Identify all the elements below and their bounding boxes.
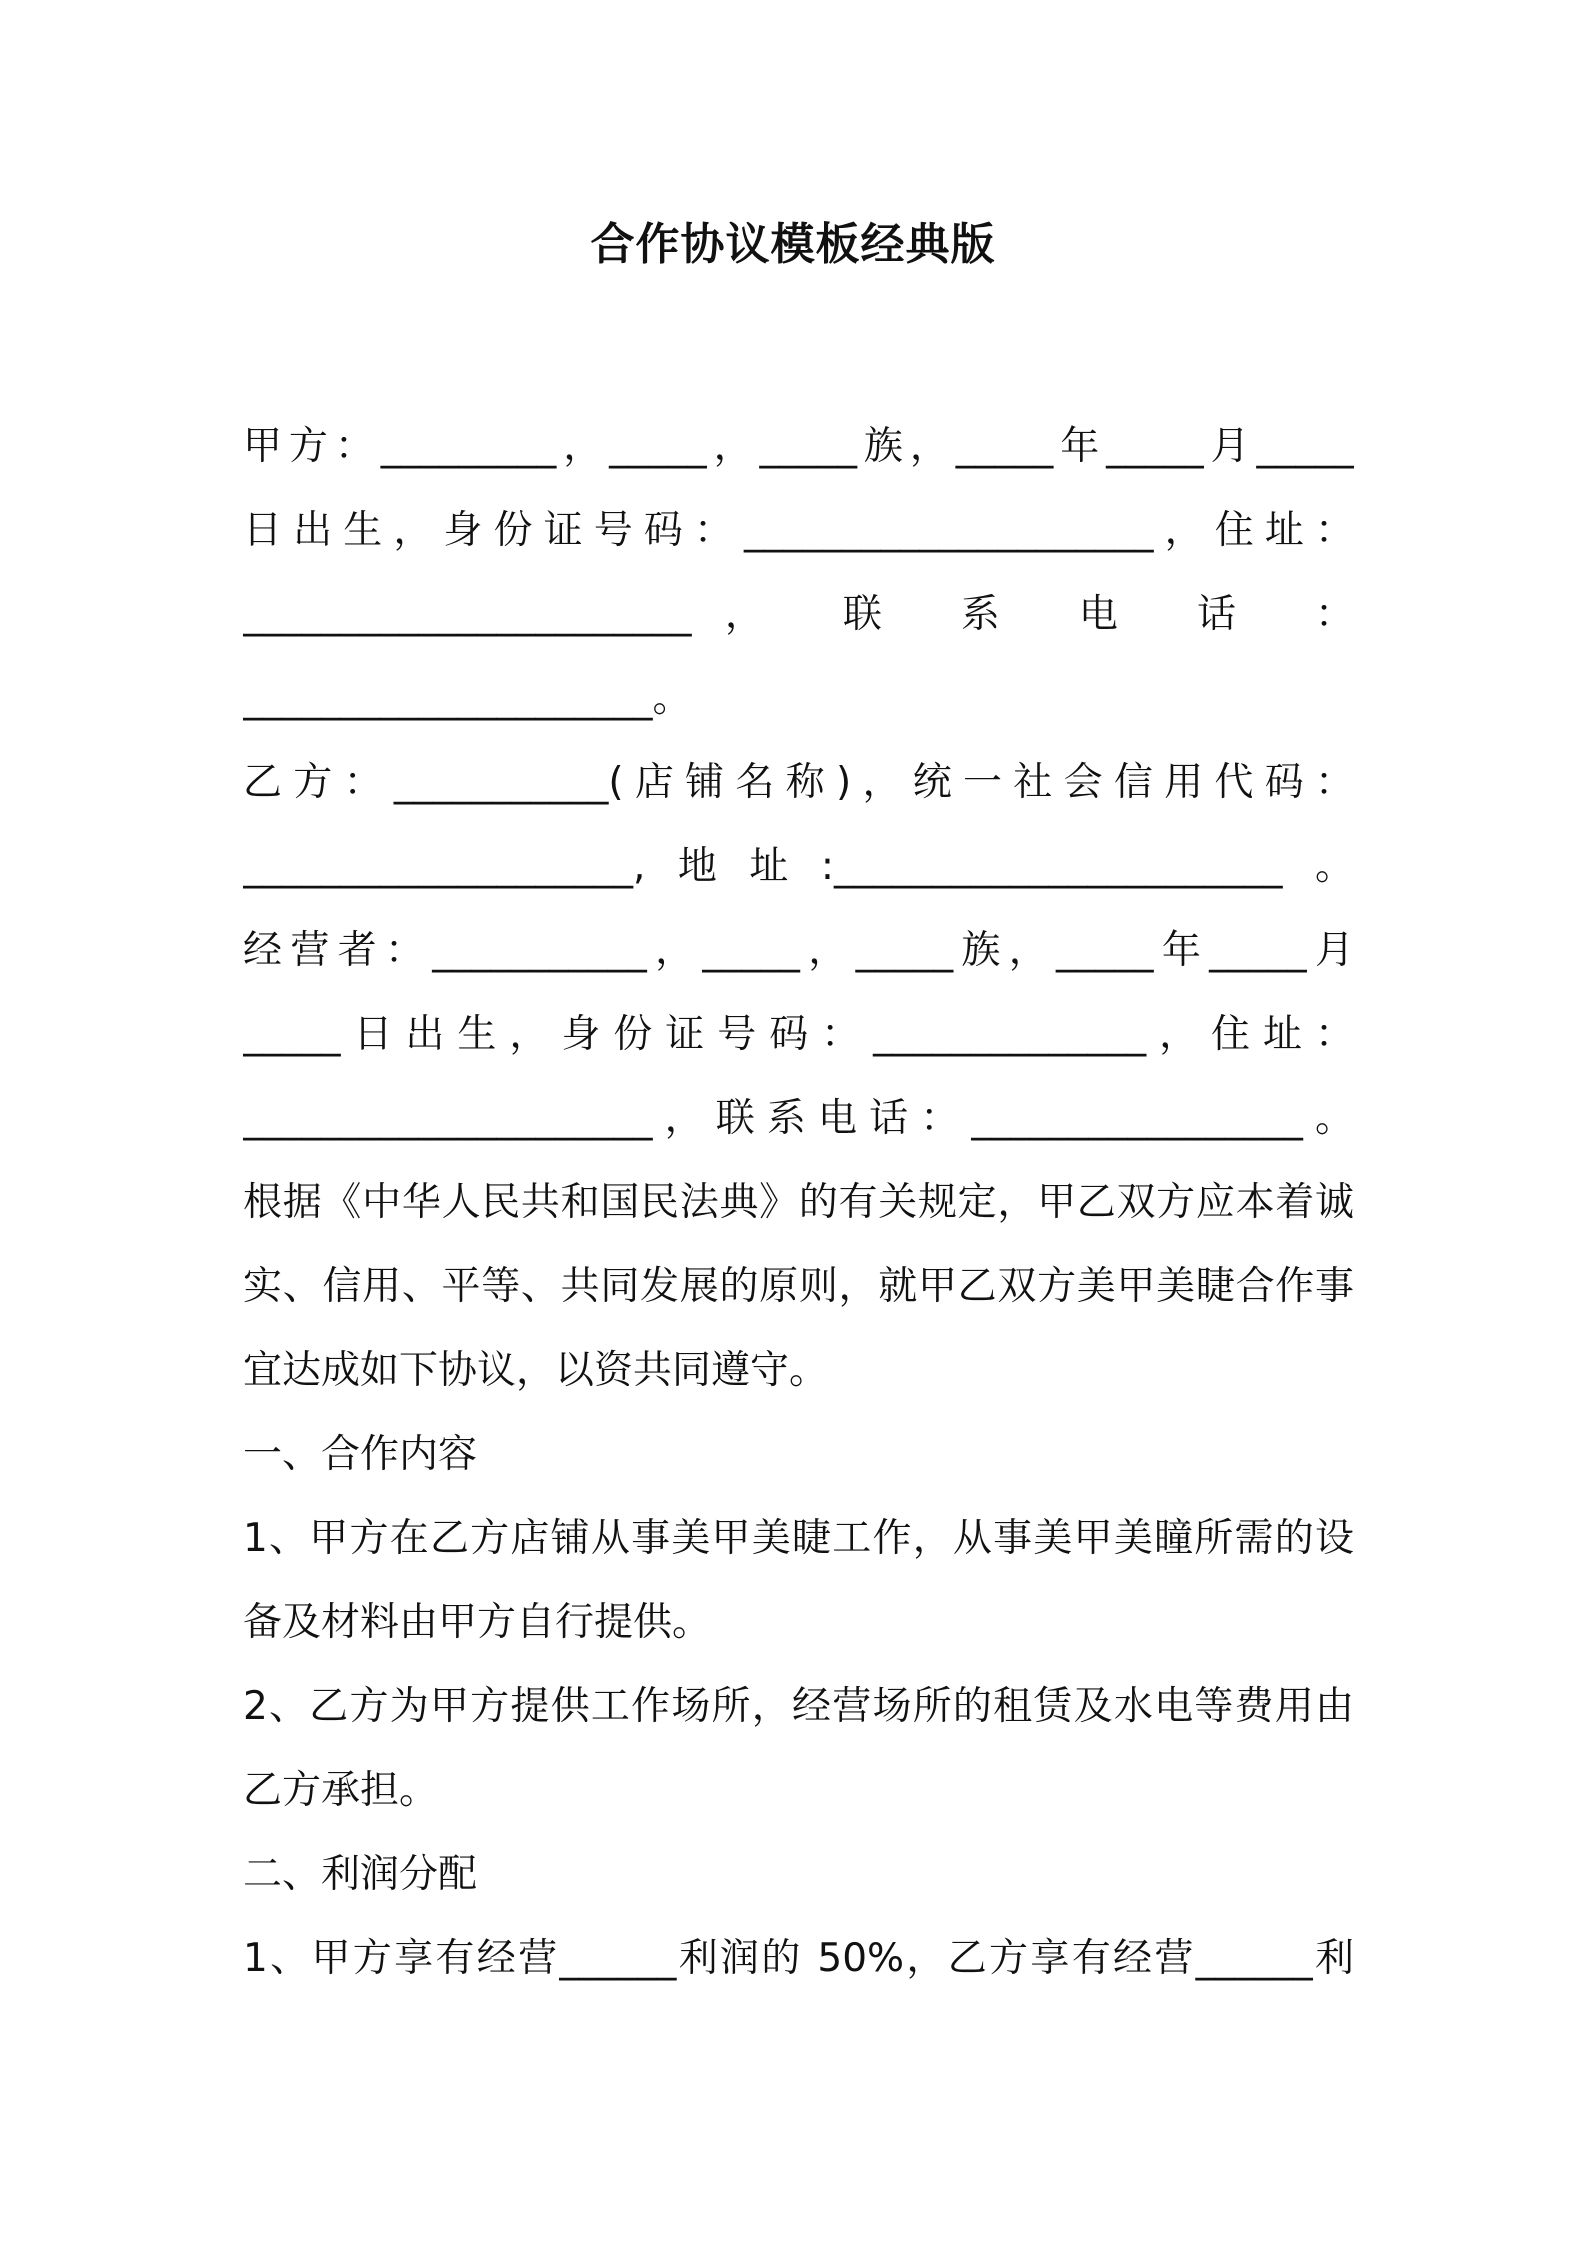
cooperation-item-1-line-1: 1、甲方在乙方店铺从事美甲美睫工作，从事美甲美瞳所需的设 [243, 1516, 1354, 1561]
cooperation-item-1-line-2: 备及材料由甲方自行提供。 [243, 1600, 712, 1645]
operator-line-2: _____日出生，身份证号码：______________，住址： [243, 1012, 1354, 1057]
party-a-line-2: 日出生，身份证号码：_____________________，住址： [243, 508, 1354, 553]
party-a-line-4: _____________________。 [243, 676, 692, 721]
operator-line-1: 经营者：___________，_____，_____族，_____年_____月 [243, 928, 1354, 973]
cooperation-item-2-line-1: 2、乙方为甲方提供工作场所，经营场所的租赁及水电等费用由 [243, 1684, 1354, 1729]
preamble-line-3: 宜达成如下协议，以资共同遵守。 [243, 1348, 829, 1393]
party-a-line-3: _______________________， 联 系 电 话 ： [243, 592, 1354, 637]
document-title: 合作协议模板经典版 [590, 219, 996, 270]
profit-item-1-line-1: 1、甲方享有经营______利润的 50%，乙方享有经营______利 [243, 1936, 1354, 1981]
operator-line-3: _____________________，联系电话：_________________。 [243, 1096, 1354, 1141]
cooperation-item-2-line-2: 乙方承担。 [243, 1768, 439, 1813]
party-a-line-1: 甲方：_________，_____，_____族，_____年_____月_____ [243, 424, 1354, 469]
preamble-line-1: 根据《中华人民共和国民法典》的有关规定，甲乙双方应本着诚 [243, 1180, 1354, 1225]
preamble-line-2: 实、信用、平等、共同发展的原则，就甲乙双方美甲美睫合作事 [243, 1264, 1354, 1309]
party-b-line-1: 乙方：___________(店铺名称)，统一社会信用代码： [243, 760, 1354, 805]
party-b-line-2: ____________________,地址:_______________________。 [243, 844, 1354, 889]
document-body [243, 405, 1354, 2001]
section-heading-cooperation: 一、合作内容 [243, 1432, 478, 1477]
section-heading-profit: 二、利润分配 [243, 1852, 478, 1897]
